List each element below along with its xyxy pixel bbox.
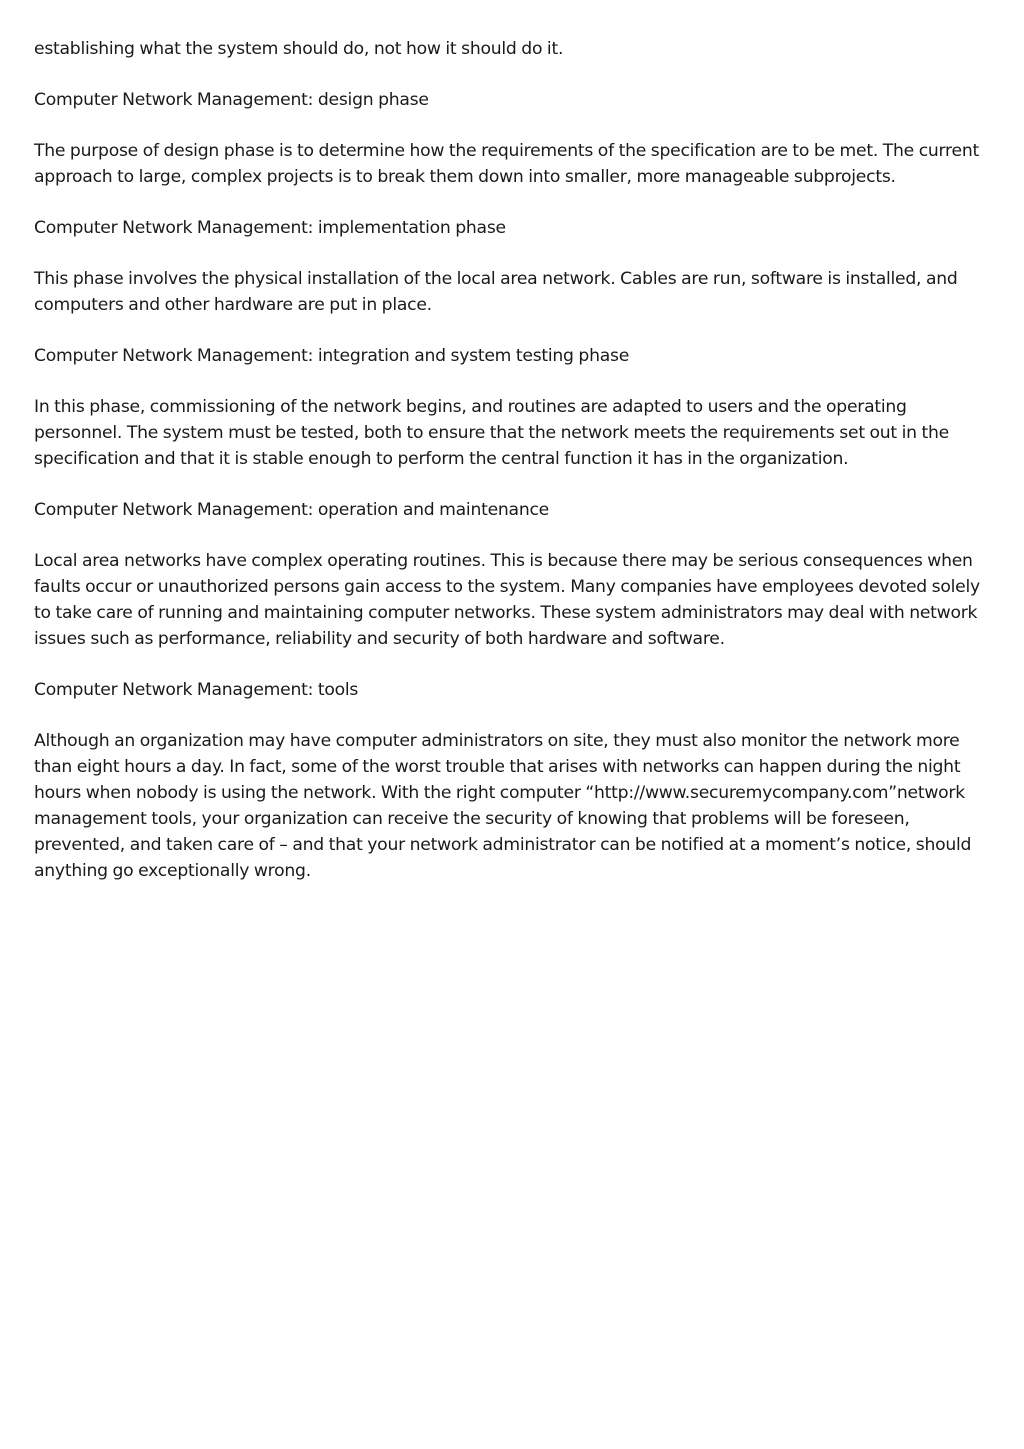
section-heading-tools: Computer Network Management: tools (34, 680, 359, 700)
section-body-tools: Although an organization may have computer administrators on site, they must also monitor the network more than eight hours a day. In fact, some of the worst trouble that arises with networks can happen during the night hours when nobody is using the network. With the right computer “http://www.securemycompany.com”network management tools, your organization can receive the security of knowing that problems will be foreseen, prevented, and taken care of – and that your network administrator can be notified at a moment’s notice, should anything go exceptionally wrong. (34, 731, 972, 881)
section-heading-implementation-phase: Computer Network Management: implementation phase (34, 218, 506, 238)
section-body-design-phase: The purpose of design phase is to determine how the requirements of the specification are to be met. The current approach to large, complex projects is to break them down into smaller, more manageable subprojects. (34, 141, 979, 187)
section-heading-integration-testing-phase: Computer Network Management: integration and system testing phase (34, 346, 630, 366)
section-heading-operation-maintenance: Computer Network Management: operation and maintenance (34, 500, 549, 520)
section-body-operation-maintenance: Local area networks have complex operating routines. This is because there may be serious consequences when faults occur or unauthorized persons gain access to the system. Many companies have employees devoted solely to take care of running and maintaining computer networks. These system administrators may deal with network issues such as performance, reliability and security of both hardware and software. (34, 551, 980, 649)
section-body-integration-testing-phase: In this phase, commissioning of the network begins, and routines are adapted to users and the operating personnel. The system must be tested, both to ensure that the network meets the requirements set out in the specification and that it is stable enough to perform the central function it has in the organization. (34, 397, 949, 469)
document-page (34, 36, 994, 909)
section-body-implementation-phase: This phase involves the physical installation of the local area network. Cables are run, software is installed, and computers and other hardware are put in place. (34, 269, 958, 315)
intro-paragraph: establishing what the system should do, not how it should do it. (34, 39, 564, 59)
section-heading-design-phase: Computer Network Management: design phase (34, 90, 429, 110)
